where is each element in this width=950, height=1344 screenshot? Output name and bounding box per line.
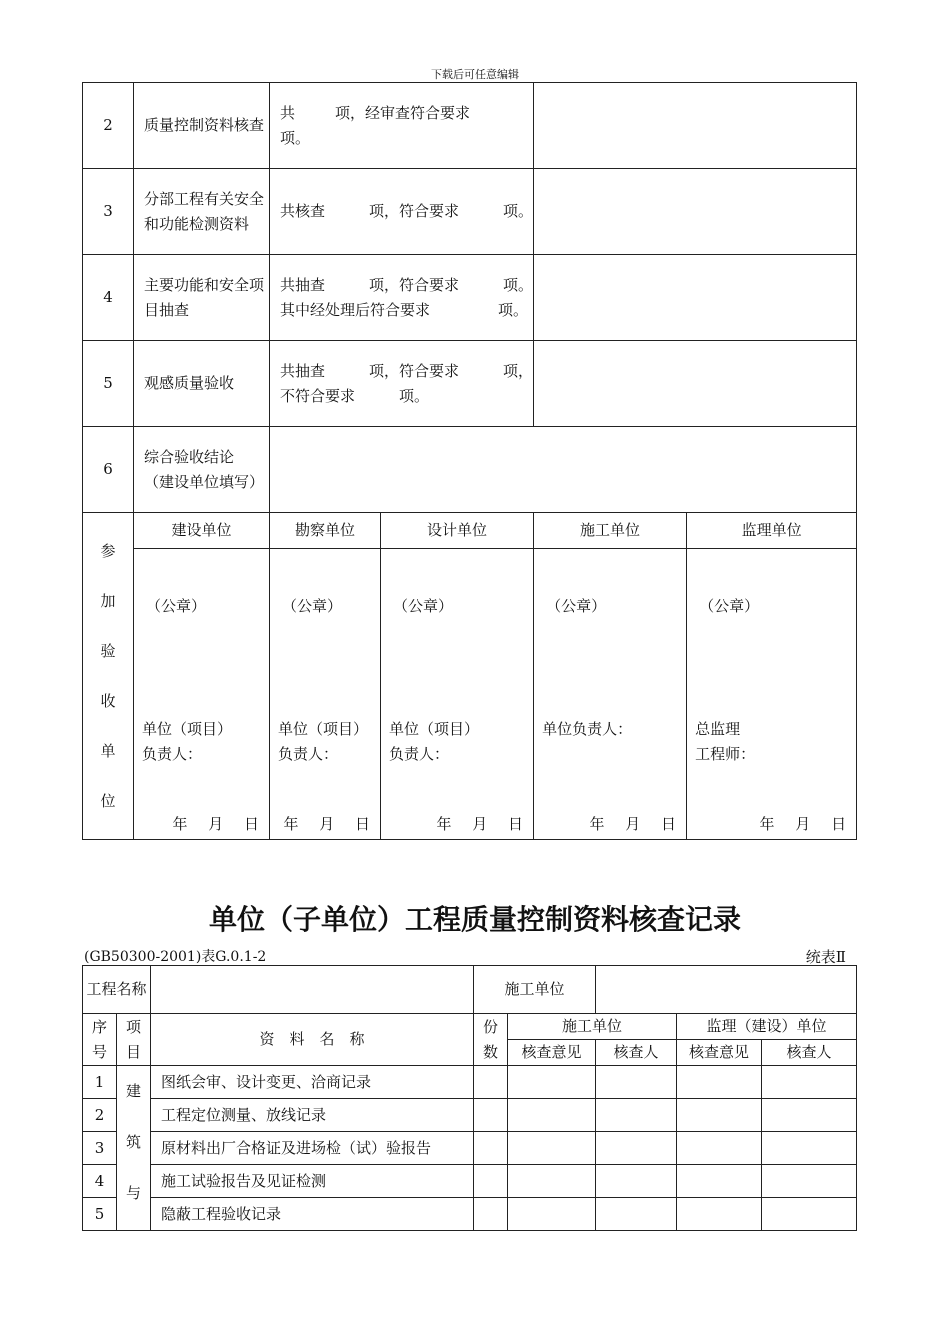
row-number: 3 — [83, 1132, 117, 1165]
row-number: 2 — [83, 1099, 117, 1132]
supervisor-opinion-header: 核查意见 — [677, 1040, 762, 1066]
cond-text: 项。 — [498, 300, 529, 319]
contractor-checker-cell[interactable] — [596, 1066, 677, 1099]
project-row — [83, 966, 857, 1014]
document-name: 图纸会审、设计变更、洽商记录 — [151, 1066, 474, 1099]
table-row — [83, 83, 857, 169]
row-item-line: 综合验收结论 — [144, 447, 235, 466]
copies-header: 份 数 — [474, 1014, 508, 1066]
responsible-label: 单位（项目） 负责人： — [278, 720, 369, 763]
contractor-opinion-cell[interactable] — [508, 1099, 596, 1132]
section-title: 单位（子单位）工程质量控制资料核查记录 — [208, 903, 741, 936]
row-number: 5 — [83, 1198, 117, 1231]
table-row — [83, 427, 857, 513]
participants-label-char: 验 — [100, 642, 116, 660]
participants-header-row — [83, 513, 857, 549]
supervisor-opinion-cell[interactable] — [677, 1198, 762, 1231]
table-row — [83, 1132, 857, 1165]
seal-label: （公章） — [699, 597, 760, 615]
contractor-checker-cell[interactable] — [596, 1132, 677, 1165]
seal-label: （公章） — [146, 597, 207, 615]
cond-text: 不符合要求 — [280, 386, 356, 405]
participants-label-char: 参 — [100, 542, 116, 560]
row-number: 1 — [83, 1066, 117, 1099]
row-number: 4 — [83, 1165, 117, 1198]
row-condition — [270, 169, 534, 255]
participants-label-char: 收 — [100, 692, 116, 710]
cond-text: 项。 — [399, 386, 430, 405]
project-name-field[interactable] — [151, 966, 474, 1014]
row-item: 主要功能和安全项目抽查 — [134, 255, 270, 341]
seq-header: 序 号 — [83, 1014, 117, 1066]
responsible-label: 单位负责人： — [542, 720, 633, 738]
unit-name: 设计单位 — [381, 513, 534, 549]
document-name: 隐蔽工程验收记录 — [151, 1198, 474, 1231]
supervisor-checker-cell[interactable] — [762, 1165, 857, 1198]
contractor-checker-header: 核查人 — [596, 1040, 677, 1066]
supervisor-opinion-cell[interactable] — [677, 1132, 762, 1165]
copies-cell[interactable] — [474, 1198, 508, 1231]
sign-cell[interactable] — [270, 549, 381, 840]
cond-text: 项， — [503, 361, 534, 380]
conclusion-cell[interactable] — [270, 427, 857, 513]
cond-text: 共抽查 — [280, 361, 326, 380]
row-condition — [270, 255, 534, 341]
cond-text: 共抽查 — [280, 275, 326, 294]
document-name: 施工试验报告及见证检测 — [151, 1165, 474, 1198]
row-item — [134, 427, 270, 513]
unit-name: 施工单位 — [534, 513, 687, 549]
unit-name: 监理单位 — [687, 513, 857, 549]
participants-label-char: 单 — [100, 742, 116, 760]
supervisor-checker-cell[interactable] — [762, 1066, 857, 1099]
contractor-opinion-header: 核查意见 — [508, 1040, 596, 1066]
category-char: 与 — [126, 1184, 142, 1202]
seal-label: （公章） — [282, 597, 343, 615]
cond-text: 共 — [280, 103, 296, 122]
quality-data-check-table — [82, 965, 857, 1231]
cond-text: 项。 — [503, 202, 534, 220]
sign-cell[interactable] — [687, 549, 857, 840]
supervisor-opinion-cell[interactable] — [677, 1066, 762, 1099]
form-reference: (GB50300-2001)表G.0.1-2 — [84, 949, 267, 965]
header-row — [83, 1014, 857, 1040]
sign-cell[interactable] — [134, 549, 270, 840]
row-remark-cell[interactable] — [534, 341, 857, 427]
table-row — [83, 255, 857, 341]
acceptance-summary-table — [82, 82, 857, 840]
seal-label: （公章） — [393, 597, 454, 615]
supervisor-header: 监理（建设）单位 — [677, 1014, 857, 1040]
row-condition — [270, 83, 534, 169]
cond-text: 项，符合要求 — [369, 275, 460, 294]
sign-cell[interactable] — [534, 549, 687, 840]
contractor-opinion-cell[interactable] — [508, 1132, 596, 1165]
table-row — [83, 1198, 857, 1231]
project-name-label: 工程名称 — [83, 966, 151, 1014]
category-cell — [117, 1066, 151, 1231]
row-item: 分部工程有关安全和功能检测资料 — [134, 169, 270, 255]
document-name: 原材料出厂合格证及进场检（试）验报告 — [151, 1132, 474, 1165]
date-label: 年 月 日 — [589, 815, 677, 833]
participants-label — [83, 513, 134, 840]
row-remark-cell[interactable] — [534, 255, 857, 341]
copies-cell[interactable] — [474, 1099, 508, 1132]
item-header: 项 目 — [117, 1014, 151, 1066]
row-item: 观感质量验收 — [134, 341, 270, 427]
row-number: 4 — [83, 255, 134, 341]
category-char: 建 — [126, 1082, 142, 1100]
contractor-field[interactable] — [596, 966, 857, 1014]
document-name: 工程定位测量、放线记录 — [151, 1099, 474, 1132]
supervisor-checker-cell[interactable] — [762, 1132, 857, 1165]
supervisor-checker-header: 核查人 — [762, 1040, 857, 1066]
supervisor-checker-cell[interactable] — [762, 1198, 857, 1231]
contractor-opinion-cell[interactable] — [508, 1165, 596, 1198]
table-row — [83, 1066, 857, 1099]
copies-cell[interactable] — [474, 1066, 508, 1099]
responsible-label: 单位（项目） 负责人： — [389, 720, 480, 763]
date-label: 年 月 日 — [172, 815, 260, 833]
date-label: 年 月 日 — [283, 815, 371, 833]
table-row — [83, 169, 857, 255]
table-row — [83, 1099, 857, 1132]
copies-cell[interactable] — [474, 1132, 508, 1165]
contractor-label: 施工单位 — [474, 966, 596, 1014]
participants-label-char: 加 — [100, 592, 116, 610]
cond-text: 项。 — [280, 128, 311, 147]
date-label: 年 月 日 — [759, 815, 847, 833]
contractor-checker-cell[interactable] — [596, 1099, 677, 1132]
row-number: 6 — [83, 427, 134, 513]
responsible-label: 总监理 工程师： — [695, 720, 756, 763]
date-label: 年 月 日 — [436, 815, 524, 833]
cond-text: 项，符合要求 — [369, 202, 460, 220]
supervisor-checker-cell[interactable] — [762, 1099, 857, 1132]
supervisor-opinion-cell[interactable] — [677, 1165, 762, 1198]
contractor-opinion-cell[interactable] — [508, 1066, 596, 1099]
continued-label: 统表Ⅱ — [805, 948, 846, 966]
row-number: 5 — [83, 341, 134, 427]
table-row — [83, 1165, 857, 1198]
copies-cell[interactable] — [474, 1165, 508, 1198]
unit-name: 建设单位 — [134, 513, 270, 549]
row-condition — [270, 341, 534, 427]
cond-text: 项，符合要求 — [369, 361, 460, 380]
contractor-opinion-cell[interactable] — [508, 1198, 596, 1231]
category-char: 筑 — [126, 1133, 142, 1151]
seal-label: （公章） — [546, 597, 607, 615]
cond-text: 其中经处理后符合要求 — [280, 300, 431, 319]
contractor-header: 施工单位 — [508, 1014, 677, 1040]
unit-name: 勘察单位 — [270, 513, 381, 549]
row-remark-cell[interactable] — [534, 169, 857, 255]
contractor-checker-cell[interactable] — [596, 1165, 677, 1198]
supervisor-opinion-cell[interactable] — [677, 1099, 762, 1132]
cond-text: 项，经审查符合要求 — [335, 103, 471, 122]
page-note: 下载后可任意编辑 — [431, 68, 519, 81]
cond-text: 项。 — [503, 275, 534, 294]
document-name-header: 资 料 名 称 — [151, 1014, 474, 1066]
table-row — [83, 341, 857, 427]
row-remark-cell[interactable] — [534, 83, 857, 169]
participants-sign-row — [83, 549, 857, 840]
contractor-checker-cell[interactable] — [596, 1198, 677, 1231]
row-number: 2 — [83, 83, 134, 169]
row-number: 3 — [83, 169, 134, 255]
participants-label-char: 位 — [100, 792, 116, 810]
responsible-label: 单位（项目） 负责人： — [142, 720, 233, 763]
sign-cell[interactable] — [381, 549, 534, 840]
row-item-line: （建设单位填写） — [144, 472, 265, 491]
row-item: 质量控制资料核查 — [134, 83, 270, 169]
cond-text: 共核查 — [280, 202, 326, 220]
